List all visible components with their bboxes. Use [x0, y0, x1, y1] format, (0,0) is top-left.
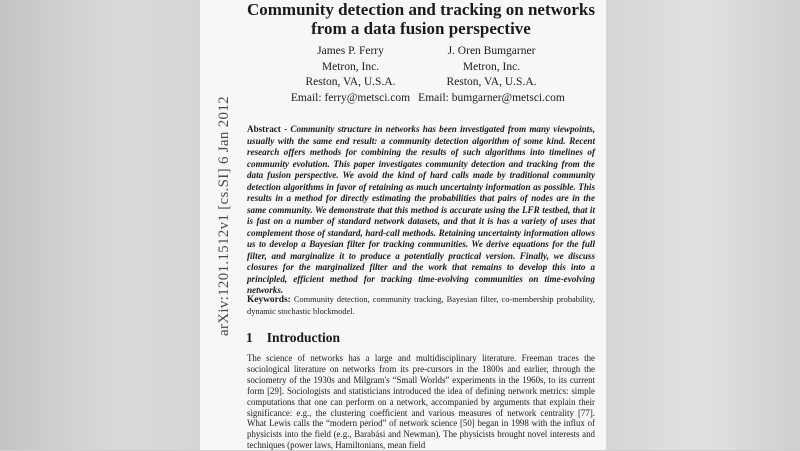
abstract	[247, 124, 595, 297]
author-location: Reston, VA, U.S.A.	[305, 76, 396, 88]
author-email: Email: bumgarner@metsci.com	[418, 91, 565, 104]
keywords	[247, 294, 595, 317]
background-right	[606, 0, 800, 450]
keywords-label: Keywords:	[247, 295, 291, 305]
section-title: Introduction	[266, 330, 341, 345]
author-email: Email: ferry@metsci.com	[290, 91, 411, 104]
paper-title: Community detection and tracking on networks from a data fusion perspective	[246, 0, 596, 38]
keywords-text: Community detection, community tracking, Bayesian filter, co-membership probability, dynamic stochastic blockmodel.	[247, 295, 595, 316]
author-organization: Metron, Inc.	[321, 60, 380, 73]
author-location: Reston, VA, U.S.A.	[446, 76, 537, 88]
author-block-2	[404, 44, 579, 106]
abstract-label: Abstract -	[247, 124, 288, 134]
section-number: 1	[246, 330, 253, 345]
background-left	[0, 0, 200, 450]
author-name: J. Oren Bumgarner	[447, 45, 536, 57]
section-heading	[246, 330, 340, 346]
abstract-text: Community structure in networks has been investigated from many viewpoints, usually with the same end result: a community detection algorithm of some kind. Recent research offers methods for combining the results of such algorithms into timelines of community evolution. This paper investigates community detection and tracking from the data fusion perspective. We avoid the kind of hard calls made by traditional community detection algorithms in favor of retaining as much uncertainty information as possible. This results in a method for directly estimating the probabilities that pairs of nodes are in the same community. We demonstrate that this method is accurate using the LFR testbed, that it is fast on a number of standard network datasets, and that it is has a variety of uses that complement those of standard, hard-call methods. Retaining uncertainty information allows us to develop a Bayesian filter for tracking communities. We derive equations for the full filter, and marginalize it to produce a potentially practical version. Finally, we discuss closures for the marginalized filter and the work that remains to develop this into a principled, efficient method for tracking time-evolving communities on time-evolving networks.	[247, 124, 595, 295]
introduction-paragraph: The science of networks has a large and multidisciplinary literature. Freeman traces the sociological literature on networks from its pre-cursors in the 1800s and earlier, through the sociometry of the 1930s and Milgram's “Small Worlds” experiments in the 1960s, to its current form [29]. Sociologists and statisticians introduced the idea of defining network metrics: simple computations that one can perform on a network, accompanied by arguments that explain their significance: e.g., the clustering coefficient and various measures of network centrality [77]. What Lewis calls the “modern period” of network science [50] began in 1998 with the influx of physicists into the field (e.g., Barabási and Newman). The physicists brought novel interests and techniques (power laws, Hamiltonians, mean field	[247, 353, 595, 451]
author-name: James P. Ferry	[317, 45, 384, 57]
author-organization: Metron, Inc.	[462, 60, 521, 73]
arxiv-identifier-text: arXiv:1201.1512v1 [cs.SI] 6 Jan 2012	[216, 96, 232, 336]
